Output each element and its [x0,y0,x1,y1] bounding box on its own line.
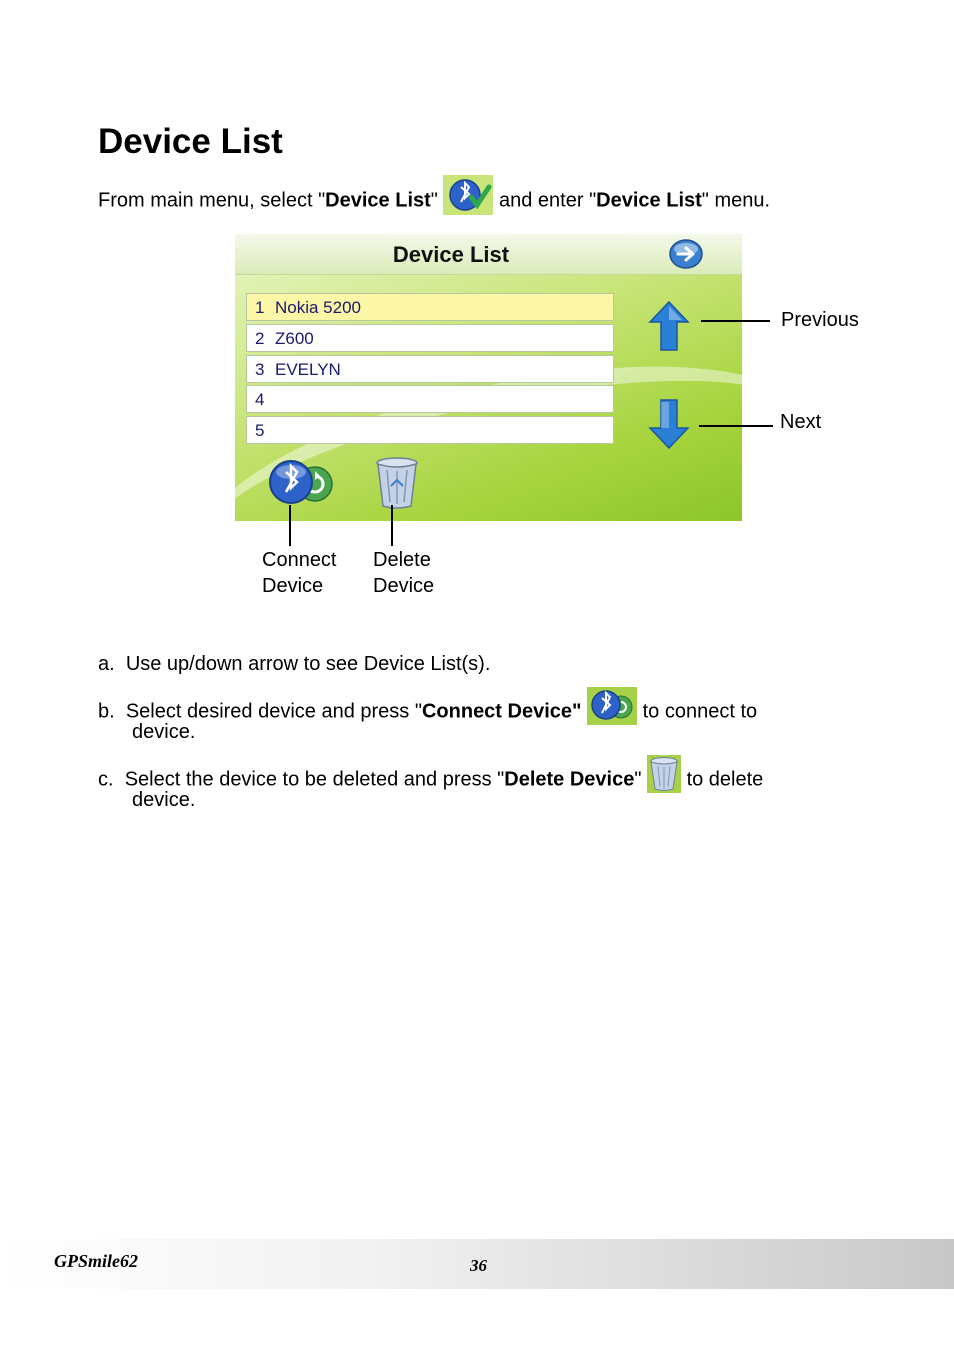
delete-callout-line [391,505,393,546]
next-label: Next [780,411,822,433]
intro-paragraph: From main menu, select "Device List" and enter "Device List" menu. [98,181,770,221]
list-item[interactable]: 4 [246,385,614,413]
bluetooth-check-icon [443,175,493,215]
connect-callout-line [289,505,291,546]
page-number: 36 [470,1256,487,1275]
bluetooth-connect-icon[interactable] [267,458,337,508]
footer-brand: GPSmile62 [54,1251,138,1271]
screen-header [235,234,742,275]
page-title: Device List [98,122,283,161]
step-a: a. Use up/down arrow to see Device List(s). [98,653,491,675]
list-item[interactable]: 5 [246,416,614,444]
trash-can-icon[interactable] [374,456,420,510]
previous-label: Previous [781,309,859,331]
list-item[interactable]: 2 Z600 [246,324,614,352]
bluetooth-connect-icon [587,687,637,725]
delete-device-label: Delete Device [373,549,435,597]
trash-can-icon [647,755,681,793]
forward-arrow-icon[interactable] [669,239,703,269]
previous-callout-line [701,320,770,322]
screen-title: Device List [392,242,510,267]
list-item[interactable]: 1 Nokia 5200 [246,293,614,321]
list-item[interactable]: 3 EVELYN [246,355,614,383]
step-b: b. Select desired device and press "Connect Device" to connect to [98,693,757,731]
step-b-continuation: device. [132,721,196,743]
step-c-continuation: device. [132,789,196,811]
step-c: c. Select the device to be deleted and press "Delete Device" to delete [98,761,763,799]
up-arrow-icon[interactable] [648,300,690,352]
device-list-screen [235,234,742,521]
connect-device-label: Connect Device [262,549,337,597]
next-callout-line [699,425,773,427]
device-list [246,293,614,447]
down-arrow-icon[interactable] [648,398,690,450]
